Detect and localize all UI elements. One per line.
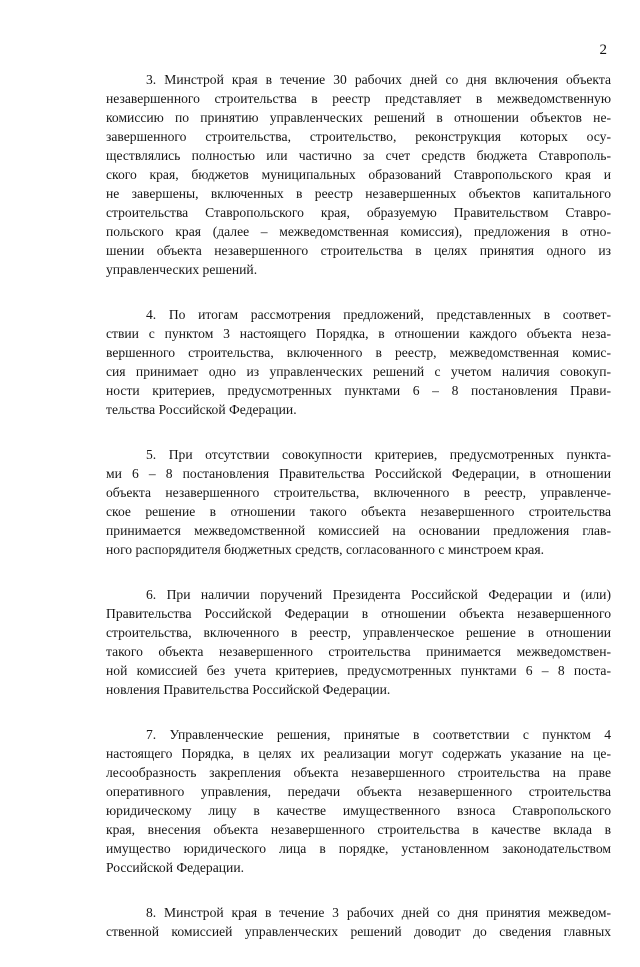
- text-line: 4. По итогам рассмотрения предложений, представленных в соответ-: [146, 307, 611, 322]
- text-line: 6. При наличии поручений Президента Российской Федерации и (или): [146, 587, 611, 602]
- text-line: ми 6 – 8 постановления Правительства Российской Федерации, в отношении: [106, 466, 611, 481]
- text-line: шении объекта незавершенного строительства в целях принятия одного из: [106, 243, 611, 258]
- text-line: не завершены, включенных в реестр незавершенных объектов капитального: [106, 186, 611, 201]
- text-line: новления Правительства Российской Федерации.: [106, 682, 391, 697]
- text-line: ного распорядителя бюджетных средств, согласованного с минстроем края.: [106, 542, 544, 557]
- document-body: [106, 70, 611, 967]
- text-line: настоящего Порядка, в целях их реализации могут содержать указание на це-: [106, 746, 611, 761]
- text-line: 7. Управленческие решения, принятые в соответствии с пунктом 4: [146, 727, 611, 742]
- text-line: ского края, бюджетов муниципальных образований Ставропольского края и: [106, 167, 611, 182]
- text-line: Российской Федерации.: [106, 860, 244, 875]
- text-line: ной комиссией без учета критериев, предусмотренных пунктами 6 – 8 поста-: [106, 663, 611, 678]
- paragraph-3: [106, 445, 611, 559]
- page-number: 2: [599, 42, 607, 58]
- text-line: края, внесения объекта незавершенного строительства в качестве вклада в: [106, 822, 611, 837]
- text-line: оперативного управления, передачи объекта незавершенного строительства: [106, 784, 611, 799]
- text-line: имущество юридического лица в порядке, установленном законодательством: [106, 841, 611, 856]
- text-line: ществлялись полностью или частично за счет средств бюджета Ставрополь-: [106, 148, 611, 163]
- text-line: тельства Российской Федерации.: [106, 402, 297, 417]
- paragraph-5: [106, 725, 611, 877]
- text-line: ности критериев, предусмотренных пунктами 6 – 8 постановления Прави-: [106, 383, 611, 398]
- text-line: строительства, включенного в реестр, управленческое решение в отношении: [106, 625, 611, 640]
- text-line: завершенного строительства, строительство, реконструкция которых осу-: [106, 129, 611, 144]
- text-line: принимается межведомственной комиссией на основании предложения глав-: [106, 523, 611, 538]
- text-line: управленческих решений.: [106, 262, 258, 277]
- text-line: объекта незавершенного строительства, включенного в реестр, управленче-: [106, 485, 611, 500]
- paragraph-2: [106, 305, 611, 419]
- text-line: ское решение в отношении такого объекта незавершенного строительства: [106, 504, 611, 519]
- text-line: незавершенного строительства в реестр представляет в межведомственную: [106, 91, 611, 106]
- text-line: ствии с пунктом 3 настоящего Порядка, в отношении каждого объекта неза-: [106, 326, 611, 341]
- text-line: комиссию по принятию управленческих решений в отношении объектов не-: [106, 110, 611, 125]
- text-line: такого объекта незавершенного строительства принимается межведомствен-: [106, 644, 611, 659]
- text-line: Правительства Российской Федерации в отношении объекта незавершенного: [106, 606, 611, 621]
- paragraph-4: [106, 585, 611, 699]
- text-line: ственной комиссией управленческих решений доводит до сведения главных: [106, 924, 611, 939]
- text-line: 3. Минстрой края в течение 30 рабочих дней со дня включения объекта: [146, 72, 611, 87]
- paragraph-6: [106, 903, 611, 941]
- text-line: 8. Минстрой края в течение 3 рабочих дней со дня принятия межведом-: [146, 905, 611, 920]
- paragraph-1: [106, 70, 611, 279]
- text-line: юридическому лицу в качестве имущественного взноса Ставропольского: [106, 803, 611, 818]
- text-line: лесообразность закрепления объекта незавершенного строительства на праве: [106, 765, 611, 780]
- text-line: вершенного строительства, включенного в реестр, межведомственная комис-: [106, 345, 611, 360]
- text-line: польского края (далее – межведомственная комиссия), предложения в отно-: [106, 224, 611, 239]
- text-line: строительства Ставропольского края, образуемую Правительством Ставро-: [106, 205, 611, 220]
- text-line: 5. При отсутствии совокупности критериев, предусмотренных пункта-: [146, 447, 611, 462]
- text-line: сия принимает одно из управленческих решений с учетом наличия совокуп-: [106, 364, 611, 379]
